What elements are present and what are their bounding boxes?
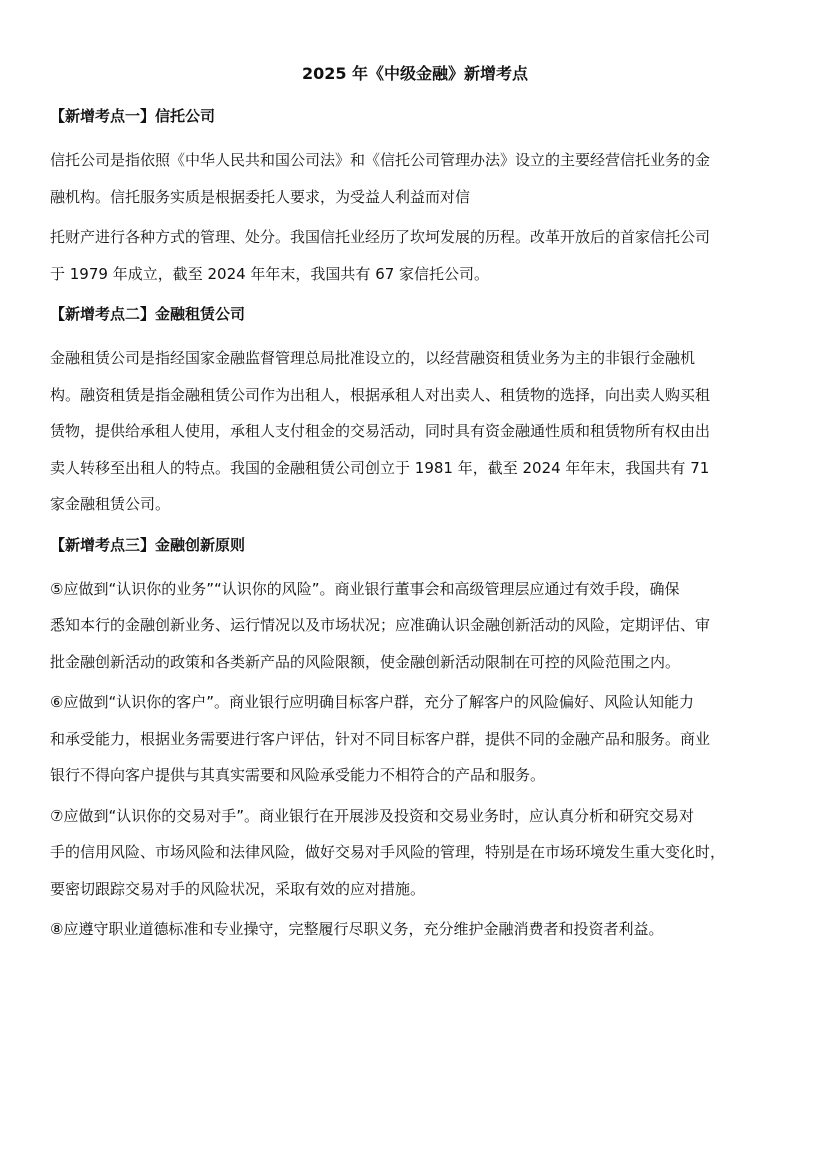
text-line: 融机构。信托服务实质是根据委托人要求，为受益人利益而对信: [50, 187, 471, 206]
paragraph: [50, 219, 780, 292]
text-line: 赁物，提供给承租人使用，承租人支付租金的交易活动，同时具有资金融通性质和租赁物所有权由出: [50, 422, 711, 440]
paragraph: [50, 911, 780, 948]
section-heading: 【新增考点一】信托公司: [50, 107, 216, 125]
paragraph: [50, 684, 780, 794]
text-line: 和承受能力，根据业务需要进行客户评估，针对不同目标客户群，提供不同的金融产品和服务。商业: [50, 729, 711, 748]
text-line: 金融租赁公司是指经国家金融监督管理总局批准设立的，以经营融资租赁业务为主的非银行金融机: [50, 349, 696, 367]
text-line: 批金融创新活动的政策和各类新产品的风险限额，使金融创新活动限制在可控的风险范围之内。: [50, 652, 681, 671]
paragraph: [50, 798, 780, 908]
text-line: ⑤应做到“认识你的业务”“认识你的风险”。商业银行董事会和高级管理层应通过有效手段，确保: [50, 579, 680, 598]
section-trust-company: [50, 104, 780, 292]
text-line: ⑦应做到“认识你的交易对手”。商业银行在开展涉及投资和交易业务时，应认真分析和研究交易对: [50, 806, 694, 825]
paragraph: [50, 571, 780, 681]
text-line: 托财产进行各种方式的管理、处分。我国信托业经历了坎坷发展的历程。改革开放后的首家信托公司: [50, 228, 711, 246]
section-innovation-principles: [50, 533, 780, 948]
section-financial-leasing: [50, 302, 780, 523]
text-line: 构。融资租赁是指金融租赁公司作为出租人，根据承租人对出卖人、租赁物的选择，向出卖人购买租: [50, 385, 711, 404]
section-heading: 【新增考点二】金融租赁公司: [50, 305, 246, 323]
text-line: 要密切跟踪交易对手的风险状况，采取有效的应对措施。: [50, 879, 426, 898]
text-line: 家金融租赁公司。: [50, 495, 171, 513]
text-line: ⑧应遵守职业道德标准和专业操守，完整履行尽职义务，充分维护金融消费者和投资者利益。: [50, 920, 664, 938]
text-line: 银行不得向客户提供与其真实需要和风险承受能力不相符合的产品和服务。: [50, 766, 546, 784]
section-heading: 【新增考点三】金融创新原则: [50, 535, 246, 554]
text-line: 信托公司是指依照《中华人民共和国公司法》和《信托公司管理办法》设立的主要经营信托业务的金: [50, 151, 711, 169]
text-line: ⑥应做到“认识你的客户”。商业银行应明确目标客户群，充分了解客户的风险偏好、风险认知能力: [50, 693, 694, 711]
paragraph: [50, 142, 780, 215]
page-title: 2025 年《中级金融》新增考点: [301, 64, 529, 83]
paragraph: [50, 340, 780, 523]
text-line: 悉知本行的金融创新业务、运行情况以及市场状况；应准确认识金融创新活动的风险，定期评估、审: [50, 616, 711, 634]
text-line: 于 1979 年成立，截至 2024 年年末，我国共有 67 家信托公司。: [50, 264, 490, 283]
text-line: 手的信用风险、市场风险和法律风险，做好交易对手风险的管理，特别是在市场环境发生重大变化时，: [50, 843, 726, 861]
text-line: 卖人转移至出租人的特点。我国的金融租赁公司创立于 1981 年，截至 2024 年年末，我国共有 71: [50, 458, 710, 477]
